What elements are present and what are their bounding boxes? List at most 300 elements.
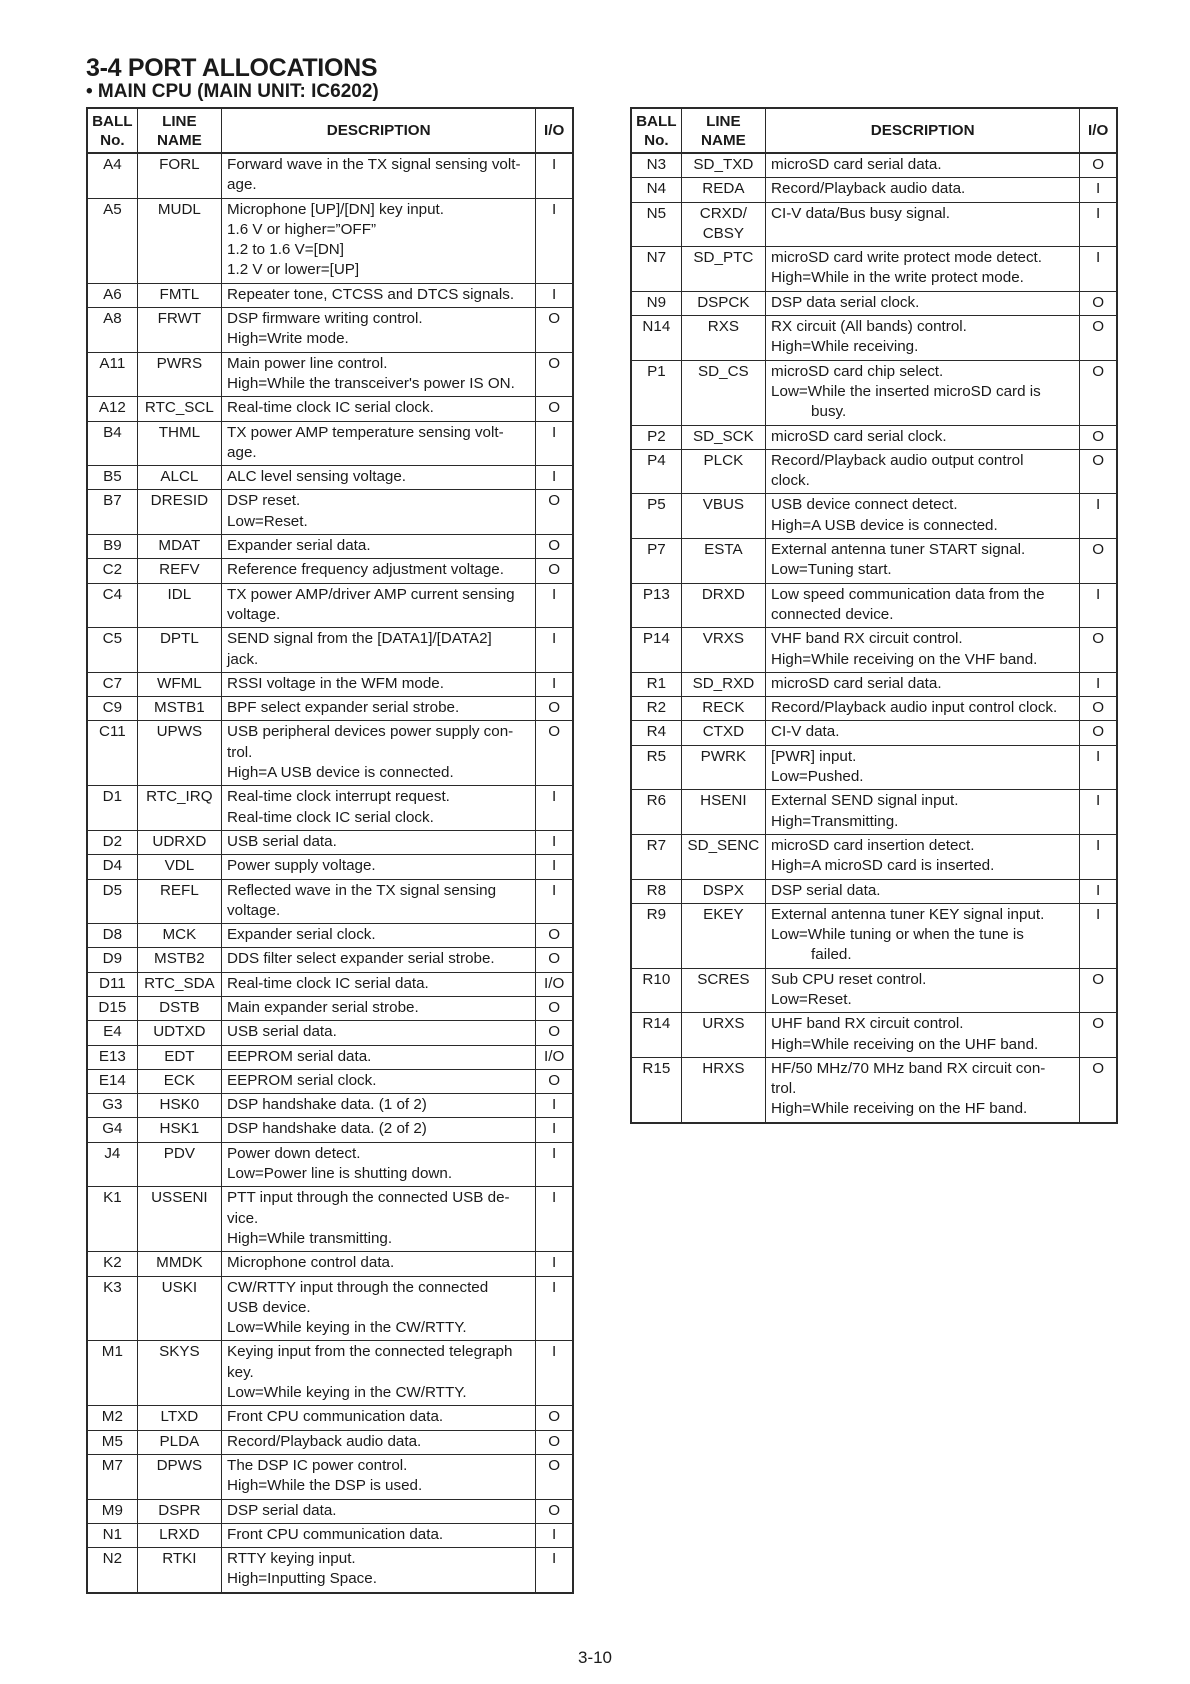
- table-row: [631, 178, 1117, 202]
- ball-number: P2: [631, 425, 681, 449]
- description: [766, 879, 1080, 903]
- description: [766, 247, 1080, 292]
- io-direction: I: [536, 421, 573, 466]
- description-line: USB peripheral devices power supply con-: [227, 723, 514, 741]
- line-name: DSPX: [681, 879, 765, 903]
- ball-number: N1: [87, 1523, 137, 1547]
- table-row: [87, 672, 573, 696]
- description-line: microSD card chip select.: [771, 362, 944, 380]
- io-direction: I: [1080, 834, 1117, 879]
- table-row: [87, 1021, 573, 1045]
- section-subheading: • MAIN CPU (MAIN UNIT: IC6202): [86, 81, 379, 102]
- io-direction: O: [536, 1499, 573, 1523]
- io-direction: I: [1080, 178, 1117, 202]
- description: [222, 1094, 536, 1118]
- line-name: UPWS: [137, 721, 221, 786]
- ball-number: E13: [87, 1045, 137, 1069]
- ball-number: N14: [631, 316, 681, 361]
- io-direction: I/O: [536, 1045, 573, 1069]
- table-row: [631, 291, 1117, 315]
- line-name: REDA: [681, 178, 765, 202]
- description-line: External antenna tuner KEY signal input.: [771, 905, 1045, 923]
- ball-number: R10: [631, 968, 681, 1013]
- description-line: Low=Reset.: [227, 512, 308, 530]
- io-direction: I: [536, 786, 573, 831]
- description: [222, 283, 536, 307]
- description: [222, 1523, 536, 1547]
- port-table-right-body: [631, 153, 1117, 1123]
- io-direction: O: [536, 559, 573, 583]
- description-line: SEND signal from the [DATA1]/[DATA2]: [227, 630, 492, 648]
- description-line: BPF select expander serial strobe.: [227, 699, 460, 717]
- description-line: Power down detect.: [227, 1144, 361, 1162]
- description-line: voltage.: [227, 605, 281, 623]
- table-row: [631, 834, 1117, 879]
- description-line: DSP handshake data. (2 of 2): [227, 1120, 427, 1138]
- description: [222, 855, 536, 879]
- port-table-left: [86, 107, 574, 1594]
- description: [222, 559, 536, 583]
- ball-number: P13: [631, 583, 681, 628]
- ball-number: C5: [87, 628, 137, 673]
- description: [766, 153, 1080, 178]
- io-direction: O: [1080, 628, 1117, 673]
- description-line: trol.: [227, 743, 253, 761]
- io-direction: O: [536, 1069, 573, 1093]
- ball-number: D8: [87, 924, 137, 948]
- line-name: SD_RXD: [681, 672, 765, 696]
- description-line: Low=Reset.: [771, 990, 852, 1008]
- description-line: CW/RTTY input through the connected: [227, 1278, 489, 1296]
- description-line: Record/Playback audio input control clock.: [771, 699, 1058, 717]
- line-name: MUDL: [137, 198, 221, 283]
- table-row: [87, 1499, 573, 1523]
- io-direction: I: [536, 628, 573, 673]
- description-line: USB serial data.: [227, 1023, 337, 1041]
- table-row: [87, 1430, 573, 1454]
- table-row: [87, 697, 573, 721]
- header-line-name: LINE NAME: [681, 108, 765, 153]
- ball-number: D5: [87, 879, 137, 924]
- description-line: DSP reset.: [227, 492, 301, 510]
- description: [222, 1548, 536, 1593]
- description-line: CI-V data.: [771, 723, 840, 741]
- description: [222, 830, 536, 854]
- table-row: [631, 790, 1117, 835]
- io-direction: O: [536, 1021, 573, 1045]
- description: [222, 352, 536, 397]
- io-direction: I: [536, 672, 573, 696]
- description-line: High=A USB device is connected.: [771, 516, 998, 534]
- ball-number: N4: [631, 178, 681, 202]
- io-direction: I: [536, 153, 573, 198]
- ball-number: A5: [87, 198, 137, 283]
- table-row: [87, 352, 573, 397]
- io-direction: O: [536, 697, 573, 721]
- table-row: [87, 198, 573, 283]
- table-row: [87, 996, 573, 1020]
- description-line: Reference frequency adjustment voltage.: [227, 561, 504, 579]
- io-direction: O: [1080, 360, 1117, 425]
- ball-number: M2: [87, 1406, 137, 1430]
- description: [222, 924, 536, 948]
- description: [222, 879, 536, 924]
- ball-number: P1: [631, 360, 681, 425]
- line-name: FORL: [137, 153, 221, 198]
- line-name: DRESID: [137, 490, 221, 535]
- table-row: [87, 879, 573, 924]
- ball-number: R14: [631, 1013, 681, 1058]
- io-direction: I: [536, 830, 573, 854]
- description: [222, 1454, 536, 1499]
- description-line: High=While receiving on the UHF band.: [771, 1035, 1039, 1053]
- description-line: USB serial data.: [227, 832, 337, 850]
- ball-number: R9: [631, 903, 681, 968]
- io-direction: I: [536, 1341, 573, 1406]
- io-direction: I: [536, 1187, 573, 1252]
- ball-number: D9: [87, 948, 137, 972]
- table-row: [87, 1276, 573, 1341]
- io-direction: I: [536, 1523, 573, 1547]
- table-row: [87, 1454, 573, 1499]
- description-line: Low=Power line is shutting down.: [227, 1165, 453, 1183]
- io-direction: I: [536, 1276, 573, 1341]
- description-line: Record/Playback audio output control: [771, 451, 1024, 469]
- line-name: RTC_IRQ: [137, 786, 221, 831]
- io-direction: O: [536, 924, 573, 948]
- ball-number: K2: [87, 1252, 137, 1276]
- line-name: DPTL: [137, 628, 221, 673]
- page-number: 3-10: [577, 1648, 613, 1667]
- line-name: SD_CS: [681, 360, 765, 425]
- line-name: PLDA: [137, 1430, 221, 1454]
- description-line: Expander serial clock.: [227, 926, 376, 944]
- table-row: [87, 283, 573, 307]
- description-line: High=Inputting Space.: [227, 1570, 377, 1588]
- io-direction: I: [536, 855, 573, 879]
- table-row: [87, 535, 573, 559]
- description-line: DSP handshake data. (1 of 2): [227, 1096, 427, 1114]
- line-name: PWRS: [137, 352, 221, 397]
- description-line: Real-time clock IC serial clock.: [227, 808, 434, 826]
- ball-number: R8: [631, 879, 681, 903]
- description-line: USB device connect detect.: [771, 496, 958, 514]
- description-line: connected device.: [771, 605, 894, 623]
- ball-number: A4: [87, 153, 137, 198]
- ball-number: E4: [87, 1021, 137, 1045]
- line-name: PLCK: [681, 449, 765, 494]
- line-name: RTC_SCL: [137, 397, 221, 421]
- line-name: MSTB1: [137, 697, 221, 721]
- line-name: ALCL: [137, 466, 221, 490]
- table-row: [87, 1187, 573, 1252]
- ball-number: G3: [87, 1094, 137, 1118]
- line-name: WFML: [137, 672, 221, 696]
- description-line: 1.6 V or higher=”OFF”: [227, 220, 377, 238]
- table-row: [631, 202, 1117, 247]
- description-line: Low=Pushed.: [771, 768, 864, 786]
- description: [766, 903, 1080, 968]
- line-name: FRWT: [137, 308, 221, 353]
- table-row: [87, 1406, 573, 1430]
- description-line: RSSI voltage in the WFM mode.: [227, 674, 444, 692]
- description-line: Sub CPU reset control.: [771, 970, 927, 988]
- description: [766, 628, 1080, 673]
- io-direction: O: [1080, 721, 1117, 745]
- description-line: High=A USB device is connected.: [227, 764, 454, 782]
- table-row: [87, 466, 573, 490]
- line-name: LRXD: [137, 1523, 221, 1547]
- io-direction: I: [536, 1142, 573, 1187]
- description-line: Power supply voltage.: [227, 857, 376, 875]
- line-name: FMTL: [137, 283, 221, 307]
- description: [766, 1013, 1080, 1058]
- description-line: Repeater tone, CTCSS and DTCS signals.: [227, 285, 515, 303]
- description-line: Reflected wave in the TX signal sensing: [227, 881, 497, 899]
- description: [222, 972, 536, 996]
- line-name: VRXS: [681, 628, 765, 673]
- ball-number: D15: [87, 996, 137, 1020]
- io-direction: I: [1080, 202, 1117, 247]
- ball-number: N2: [87, 1548, 137, 1593]
- line-name: USKI: [137, 1276, 221, 1341]
- table-row: [631, 494, 1117, 539]
- description: [222, 535, 536, 559]
- description-line: age.: [227, 176, 257, 194]
- line-name: RTKI: [137, 1548, 221, 1593]
- table-row: [87, 1341, 573, 1406]
- description-line: VHF band RX circuit control.: [771, 630, 963, 648]
- line-name: PWRK: [681, 745, 765, 790]
- line-name: IDL: [137, 583, 221, 628]
- description-line: Front CPU communication data.: [227, 1525, 444, 1543]
- line-name: RTC_SDA: [137, 972, 221, 996]
- line-name: REFL: [137, 879, 221, 924]
- description-line: DSP data serial clock.: [771, 293, 920, 311]
- line-name: URXS: [681, 1013, 765, 1058]
- table-row: [631, 879, 1117, 903]
- description-line: microSD card serial clock.: [771, 427, 947, 445]
- description-line: microSD card serial data.: [771, 674, 942, 692]
- io-direction: O: [536, 352, 573, 397]
- description-line: DSP serial data.: [771, 881, 881, 899]
- io-direction: I/O: [536, 972, 573, 996]
- ball-number: K3: [87, 1276, 137, 1341]
- io-direction: O: [1080, 153, 1117, 178]
- description-line: The DSP IC power control.: [227, 1456, 408, 1474]
- table-row: [87, 786, 573, 831]
- line-name: THML: [137, 421, 221, 466]
- description: [222, 996, 536, 1020]
- ball-number: R4: [631, 721, 681, 745]
- description: [222, 1021, 536, 1045]
- description: [766, 494, 1080, 539]
- description: [766, 583, 1080, 628]
- table-header-row: [87, 108, 573, 153]
- description-line: Record/Playback audio data.: [771, 180, 966, 198]
- description-line: [PWR] input.: [771, 747, 857, 765]
- description: [222, 1187, 536, 1252]
- io-direction: O: [1080, 1057, 1117, 1122]
- description: [766, 672, 1080, 696]
- ball-number: R7: [631, 834, 681, 879]
- table-row: [87, 830, 573, 854]
- description-line: ALC level sensing voltage.: [227, 468, 407, 486]
- description-line: Low=While keying in the CW/RTTY.: [227, 1384, 467, 1402]
- description: [766, 178, 1080, 202]
- description: [766, 1057, 1080, 1122]
- description-line: Forward wave in the TX signal sensing volt-: [227, 156, 521, 173]
- description-line: External antenna tuner START signal.: [771, 541, 1026, 559]
- line-name: ECK: [137, 1069, 221, 1093]
- table-row: [631, 316, 1117, 361]
- io-direction: O: [1080, 449, 1117, 494]
- description-line: trol.: [771, 1080, 797, 1098]
- ball-number: D4: [87, 855, 137, 879]
- io-direction: O: [536, 721, 573, 786]
- ball-number: M1: [87, 1341, 137, 1406]
- line-name: ESTA: [681, 539, 765, 584]
- line-name: RECK: [681, 697, 765, 721]
- ball-number: R5: [631, 745, 681, 790]
- header-description: DESCRIPTION: [222, 108, 536, 153]
- table-row: [87, 1045, 573, 1069]
- description-line: High=While receiving on the HF band.: [771, 1100, 1028, 1118]
- description: [222, 1252, 536, 1276]
- description: [766, 202, 1080, 247]
- description-line: Low=While the inserted microSD card is: [771, 382, 1041, 400]
- table-row: [631, 360, 1117, 425]
- io-direction: I: [1080, 247, 1117, 292]
- table-row: [87, 1118, 573, 1142]
- header-line-name: LINE NAME: [137, 108, 221, 153]
- table-row: [631, 153, 1117, 178]
- description-line: HF/50 MHz/70 MHz band RX circuit con-: [771, 1059, 1046, 1077]
- description: [766, 316, 1080, 361]
- line-name: SKYS: [137, 1341, 221, 1406]
- io-direction: I: [1080, 879, 1117, 903]
- line-name: SD_PTC: [681, 247, 765, 292]
- io-direction: I: [1080, 745, 1117, 790]
- description: [222, 1341, 536, 1406]
- description-line: Real-time clock IC serial data.: [227, 974, 429, 992]
- description-line: jack.: [227, 650, 259, 668]
- description-line: key.: [227, 1363, 254, 1381]
- ball-number: R2: [631, 697, 681, 721]
- line-name: REFV: [137, 559, 221, 583]
- io-direction: O: [1080, 316, 1117, 361]
- description-line: Microphone control data.: [227, 1254, 395, 1272]
- ball-number: J4: [87, 1142, 137, 1187]
- line-name: HRXS: [681, 1057, 765, 1122]
- ball-number: B7: [87, 490, 137, 535]
- io-direction: O: [536, 1454, 573, 1499]
- table-row: [87, 1548, 573, 1593]
- description-line: clock.: [771, 472, 810, 490]
- description-line: DSP serial data.: [227, 1501, 337, 1519]
- description-line: 1.2 V or lower=[UP]: [227, 261, 360, 279]
- description-line: DDS filter select expander serial strobe.: [227, 950, 495, 968]
- description-line: Low=Tuning start.: [771, 561, 892, 579]
- description: [222, 308, 536, 353]
- table-row: [631, 745, 1117, 790]
- description-line: TX power AMP temperature sensing volt-: [227, 423, 504, 441]
- table-row: [631, 539, 1117, 584]
- description-line: microSD card serial data.: [771, 156, 942, 173]
- description: [222, 1430, 536, 1454]
- line-name: USSENI: [137, 1187, 221, 1252]
- description: [766, 721, 1080, 745]
- line-name: MMDK: [137, 1252, 221, 1276]
- io-direction: I: [1080, 790, 1117, 835]
- table-row: [87, 583, 573, 628]
- io-direction: I: [1080, 672, 1117, 696]
- table-row: [87, 397, 573, 421]
- header-ball: BALL No.: [631, 108, 681, 153]
- description: [766, 291, 1080, 315]
- ball-number: C7: [87, 672, 137, 696]
- description: [222, 786, 536, 831]
- section-heading: 3-4 PORT ALLOCATIONS: [86, 54, 378, 82]
- description-line: High=While receiving.: [771, 338, 919, 356]
- line-name: MCK: [137, 924, 221, 948]
- ball-number: C11: [87, 721, 137, 786]
- description-line: High=While transmitting.: [227, 1229, 393, 1247]
- table-row: [631, 449, 1117, 494]
- header-io: I/O: [536, 108, 573, 153]
- ball-number: B9: [87, 535, 137, 559]
- description-line: Main expander serial strobe.: [227, 998, 419, 1016]
- description-line: Real-time clock IC serial clock.: [227, 399, 434, 417]
- description-line: High=Transmitting.: [771, 812, 899, 830]
- description-line: failed.: [811, 946, 852, 964]
- line-name: EDT: [137, 1045, 221, 1069]
- table-row: [87, 855, 573, 879]
- ball-number: M7: [87, 1454, 137, 1499]
- ball-number: D11: [87, 972, 137, 996]
- table-header-row: [631, 108, 1117, 153]
- description-line: Low=While keying in the CW/RTTY.: [227, 1319, 467, 1337]
- description: [222, 1406, 536, 1430]
- io-direction: I: [536, 1094, 573, 1118]
- description: [222, 421, 536, 466]
- line-name: SCRES: [681, 968, 765, 1013]
- ball-number: M5: [87, 1430, 137, 1454]
- ball-number: E14: [87, 1069, 137, 1093]
- io-direction: O: [536, 308, 573, 353]
- description: [766, 968, 1080, 1013]
- ball-number: P5: [631, 494, 681, 539]
- description-line: microSD card insertion detect.: [771, 836, 975, 854]
- ball-number: B4: [87, 421, 137, 466]
- table-row: [87, 490, 573, 535]
- description: [222, 397, 536, 421]
- io-direction: O: [1080, 539, 1117, 584]
- table-row: [87, 1252, 573, 1276]
- io-direction: O: [536, 1430, 573, 1454]
- ball-number: K1: [87, 1187, 137, 1252]
- description: [222, 672, 536, 696]
- io-direction: O: [1080, 1013, 1117, 1058]
- io-direction: I: [1080, 583, 1117, 628]
- ball-number: C2: [87, 559, 137, 583]
- description: [766, 834, 1080, 879]
- line-name: CTXD: [681, 721, 765, 745]
- line-name: SD_TXD: [681, 153, 765, 178]
- table-row: [87, 421, 573, 466]
- io-direction: I: [536, 466, 573, 490]
- table-row: [87, 924, 573, 948]
